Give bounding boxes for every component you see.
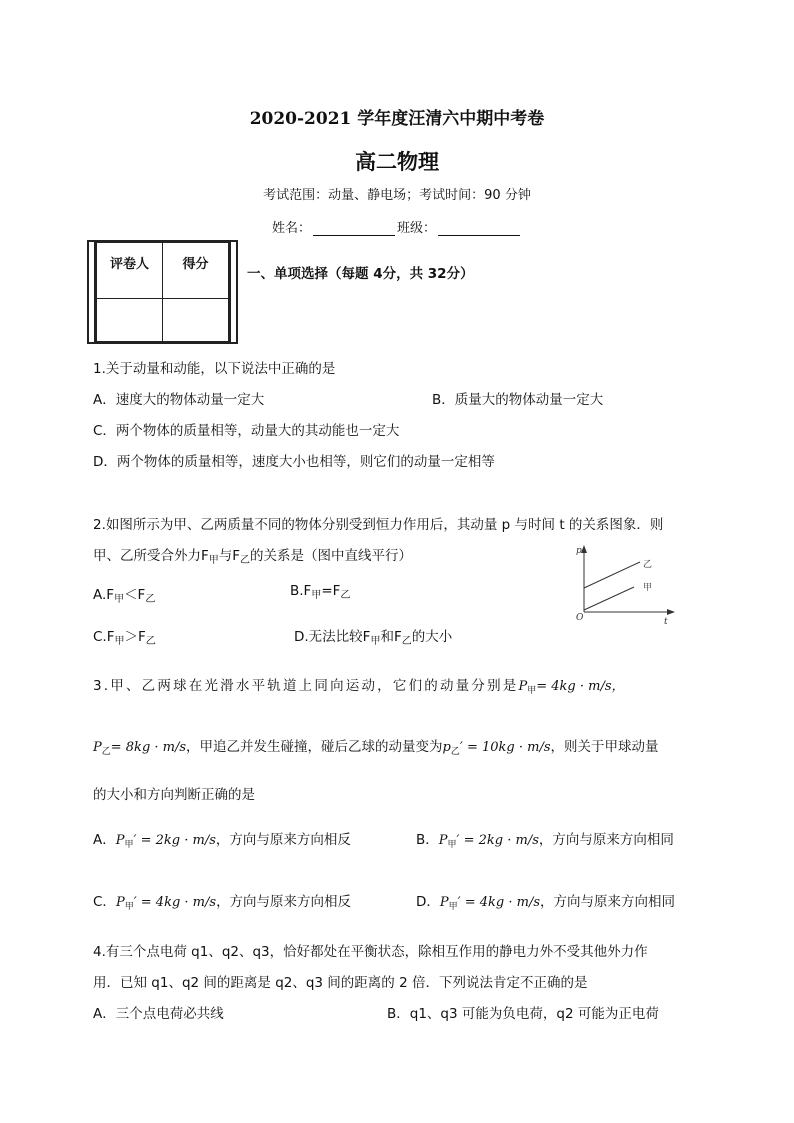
y-axis-arrow bbox=[581, 545, 587, 553]
score-cell[interactable] bbox=[163, 299, 229, 342]
x-axis-arrow bbox=[667, 609, 675, 615]
grader-cell[interactable] bbox=[97, 299, 163, 342]
q4-stem-line1: 4.有三个点电荷 q1、q2、q3，恰好都处在平衡状态，除相互作用的静电力外不受其他外力作 bbox=[93, 944, 648, 960]
line-yi-label: 乙 bbox=[643, 560, 653, 570]
class-blank[interactable] bbox=[438, 221, 520, 236]
q1-option-d: D．两个物体的质量相等，速度大小也相等，则它们的动量一定相等 bbox=[93, 454, 495, 470]
subject-title: 高二物理 bbox=[355, 149, 439, 174]
score-header: 得分 bbox=[163, 243, 229, 299]
q3-stem-line2: $P_乙= 8kg \cdot m/s$，甲追乙并发生碰撞，碰后乙球的动量变为$p_乙' = 10kg \cdot m/s$，则关于甲球动量 bbox=[93, 739, 659, 757]
q4-option-b: B．q1、q3 可能为负电荷，q2 可能为正电荷 bbox=[387, 1006, 659, 1022]
student-info-line bbox=[0, 217, 794, 236]
q4-stem-line2: 用．已知 q1、q2 间的距离是 q2、q3 间的距离的 2 倍．下列说法肯定不正确的是 bbox=[93, 975, 588, 991]
q3-stem-line1: 3.甲、乙两球在光滑水平轨道上同向运动，它们的动量分别是$P_甲= 4kg \cdot m/s$， bbox=[93, 678, 625, 696]
q1-stem: 1.关于动量和动能，以下说法中正确的是 bbox=[93, 361, 336, 377]
momentum-time-graph bbox=[570, 540, 680, 625]
score-table-frame bbox=[87, 240, 238, 344]
grader-header: 评卷人 bbox=[97, 243, 163, 299]
line-jia bbox=[584, 587, 634, 610]
q1-option-b: B．质量大的物体动量一定大 bbox=[432, 392, 604, 408]
q3-option-a: A．$P_甲' = 2kg \cdot m/s$，方向与原来方向相反 bbox=[93, 832, 351, 850]
x-axis-label: t bbox=[664, 617, 668, 625]
q3-option-b: B．$P_甲' = 2kg \cdot m/s$，方向与原来方向相同 bbox=[416, 832, 674, 850]
q3-option-c: C．$P_甲' = 4kg \cdot m/s$，方向与原来方向相反 bbox=[93, 894, 352, 912]
score-table-inner bbox=[94, 242, 231, 342]
q2-stem-line2: 甲、乙所受合外力$F_甲$与$F_乙$的关系是（图中直线平行） bbox=[93, 548, 413, 566]
q1-option-c: C．两个物体的质量相等，动量大的其动能也一定大 bbox=[93, 423, 400, 439]
q2-stem-line1: 2.如图所示为甲、乙两质量不同的物体分别受到恒力作用后，其动量 p 与时间 t 的关系图象．则 bbox=[93, 517, 664, 533]
q1-option-a: A．速度大的物体动量一定大 bbox=[93, 392, 265, 408]
q2-option-b: $B.F_甲=F_乙$ bbox=[290, 583, 351, 601]
line-jia-label: 甲 bbox=[643, 583, 653, 593]
origin-label: O bbox=[576, 613, 584, 623]
line-yi bbox=[584, 562, 640, 588]
q4-option-a: A．三个点电荷必共线 bbox=[93, 1006, 224, 1022]
y-axis-label: p bbox=[576, 546, 582, 556]
name-blank[interactable] bbox=[313, 221, 395, 236]
q2-option-d: D.无法比较$F_甲$和$F_乙$的大小 bbox=[294, 629, 453, 647]
q2-option-c: $C.F_甲>F_乙$ bbox=[93, 629, 156, 647]
q2-option-a: $A.F_甲<F_乙$ bbox=[93, 587, 156, 605]
exam-info: 考试范围：动量、静电场；考试时间：90 分钟 bbox=[263, 188, 531, 203]
q3-stem-line3: 的大小和方向判断正确的是 bbox=[93, 787, 255, 803]
class-label: 班级： bbox=[397, 221, 437, 236]
score-table bbox=[96, 242, 229, 342]
name-label: 姓名： bbox=[271, 221, 311, 236]
exam-title: 2020-2021 学年度汪清六中期中考卷 bbox=[249, 109, 545, 129]
section-heading: 一、单项选择（每题 4分，共 32分） bbox=[247, 266, 474, 282]
q3-option-d: D．$P_甲' = 4kg \cdot m/s$，方向与原来方向相同 bbox=[416, 894, 676, 912]
